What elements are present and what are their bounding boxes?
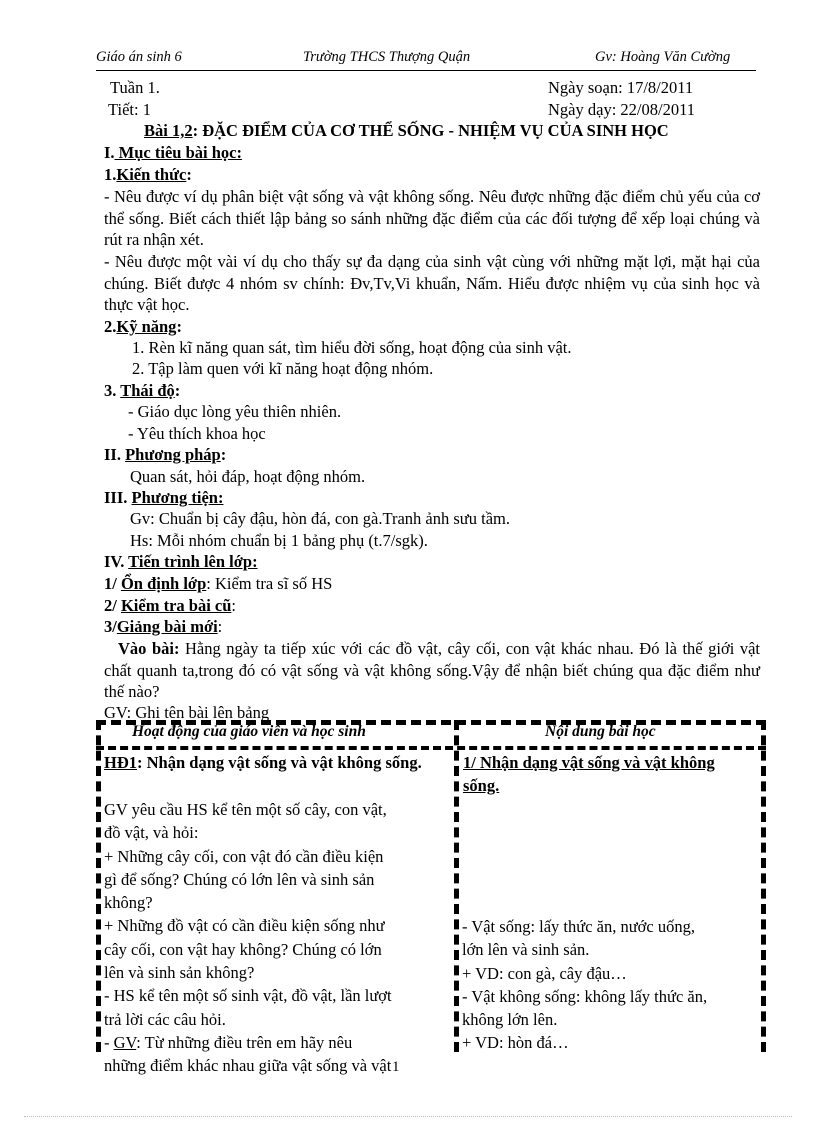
period: Tiết: 1 xyxy=(108,100,151,119)
prep-date: Ngày soạn: 17/8/2011 xyxy=(548,78,694,97)
teacher-materials: Gv: Chuẩn bị cây đậu, hòn đá, con gà.Tranh ảnh sưu tầm. xyxy=(130,509,510,528)
gv-question-line: - GV: Từ những điều trên em hãy nêu xyxy=(104,1032,353,1052)
header-rule xyxy=(96,70,756,71)
right-line: + VD: con gà, cây đậu… xyxy=(462,963,627,983)
left-line: lên và sinh sản không? xyxy=(104,963,255,983)
header-left: Giáo án sinh 6 xyxy=(96,49,182,65)
attitude-item: - Giáo dục lòng yêu thiên nhiên. xyxy=(128,402,342,421)
left-line: trả lời các câu hỏi. xyxy=(104,1009,226,1029)
left-line: - HS kể tên một số sinh vật, đồ vật, lần lượt xyxy=(104,986,392,1006)
left-line: những điểm khác nhau giữa vật sống và vật xyxy=(104,1056,392,1076)
knowledge-heading: 1.Kiến thức: xyxy=(104,165,192,184)
left-line: không? xyxy=(104,893,153,913)
right-column-text xyxy=(462,915,707,1055)
page-number: 1 xyxy=(392,1059,400,1075)
table-header-content: Nội dung bài học xyxy=(545,723,656,740)
step-1: 1/ Ổn định lớp: Kiểm tra sĩ số HS xyxy=(104,574,333,593)
teach-date: Ngày dạy: 22/08/2011 xyxy=(548,100,695,119)
section-3-heading: III. Phương tiện: xyxy=(104,488,224,507)
left-line: + Những đồ vật có cần điều kiện sống như xyxy=(104,916,385,936)
header-center: Trường THCS Thượng Quận xyxy=(303,49,471,65)
skills-heading: 2.Kỹ năng: xyxy=(104,317,182,336)
content-heading: 1/ Nhận dạng vật sống và vật không sống. xyxy=(463,753,715,796)
right-line: không lớn lên. xyxy=(462,1010,558,1030)
method-content: Quan sát, hỏi đáp, hoạt động nhóm. xyxy=(130,467,366,486)
table-header-divider xyxy=(96,746,766,750)
header-right: Gv: Hoàng Văn Cường xyxy=(595,49,731,65)
step-2: 2/ Kiểm tra bài cũ: xyxy=(104,596,237,615)
hd1-heading: HĐ1: Nhận dạng vật sống và vật không sống. xyxy=(104,753,422,772)
section-2-heading: II. Phương pháp: xyxy=(104,445,227,464)
knowledge-paragraph-1: - Nêu được ví dụ phân biệt vật sống và vật không sống. Nêu được những đặc điểm chủ yếu của cơ thể sống. Biết cách thiết lập bảng so sánh những đặc điểm của các đối tượng để xếp loại chúng và rút ra nhận xét. xyxy=(104,187,760,250)
left-line: đồ vật, và hỏi: xyxy=(104,823,199,843)
left-line: GV yêu cầu HS kể tên một số cây, con vật, xyxy=(104,800,387,819)
right-line: - Vật sống: lấy thức ăn, nước uống, xyxy=(462,917,695,936)
skill-item: 2. Tập làm quen với kĩ năng hoạt động nhóm. xyxy=(132,359,434,378)
section-1-heading: I. Mục tiêu bài học: xyxy=(104,143,242,162)
section-4-heading: IV. Tiến trình lên lớp: xyxy=(104,552,258,571)
table-column-divider xyxy=(454,720,459,1052)
lesson-title: Bài 1,2: ĐẶC ĐIỂM CỦA CƠ THỂ SỐNG - NHIỆM VỤ CỦA SINH HỌC xyxy=(144,121,669,140)
right-line: lớn lên và sinh sản. xyxy=(462,940,590,960)
intro-paragraph: Vào bài: Hằng ngày ta tiếp xúc với các đồ vật, cây cối, con vật khác nhau. Đó là thế giới vật chất quanh ta,trong đó có vật sống và vật không sống.Vậy để nhận biết chúng qua đặc điểm như thế nào? xyxy=(104,639,760,702)
table-header-activities: Hoạt động của giáo viên và học sinh xyxy=(132,723,366,740)
right-line: + VD: hòn đá… xyxy=(462,1033,569,1053)
right-line: - Vật không sống: không lấy thức ăn, xyxy=(462,986,708,1006)
left-line: + Những cây cối, con vật đó cần điều kiện xyxy=(104,846,384,866)
step-3: 3/Giảng bài mới: xyxy=(104,617,223,636)
knowledge-paragraph-2: - Nêu được một vài ví dụ cho thấy sự đa dạng của sinh vật cùng với những mặt lợi, mặt hại của chúng. Biết được 4 nhóm sv chính: Đv,Tv,Vi khuẩn, Nấm. Hiểu được nhiệm vụ của sinh học và thực vật học. xyxy=(104,252,760,315)
gv-note: GV: Ghi tên bài lên bảng xyxy=(104,703,270,722)
left-column-text xyxy=(104,798,449,1078)
skill-item: 1. Rèn kĩ năng quan sát, tìm hiểu đời sống, hoạt động của sinh vật. xyxy=(132,338,572,357)
attitude-heading: 3. Thái độ: xyxy=(104,381,181,400)
attitude-item: - Yêu thích khoa học xyxy=(128,424,266,443)
page-footer-rule xyxy=(24,1116,792,1117)
left-line: cây cối, con vật hay không? Chúng có lớn xyxy=(104,939,382,959)
student-materials: Hs: Mỗi nhóm chuẩn bị 1 bảng phụ (t.7/sgk). xyxy=(130,531,428,550)
left-line: gì để sống? Chúng có lớn lên và sinh sản xyxy=(104,869,375,889)
week: Tuần 1. xyxy=(110,78,160,97)
